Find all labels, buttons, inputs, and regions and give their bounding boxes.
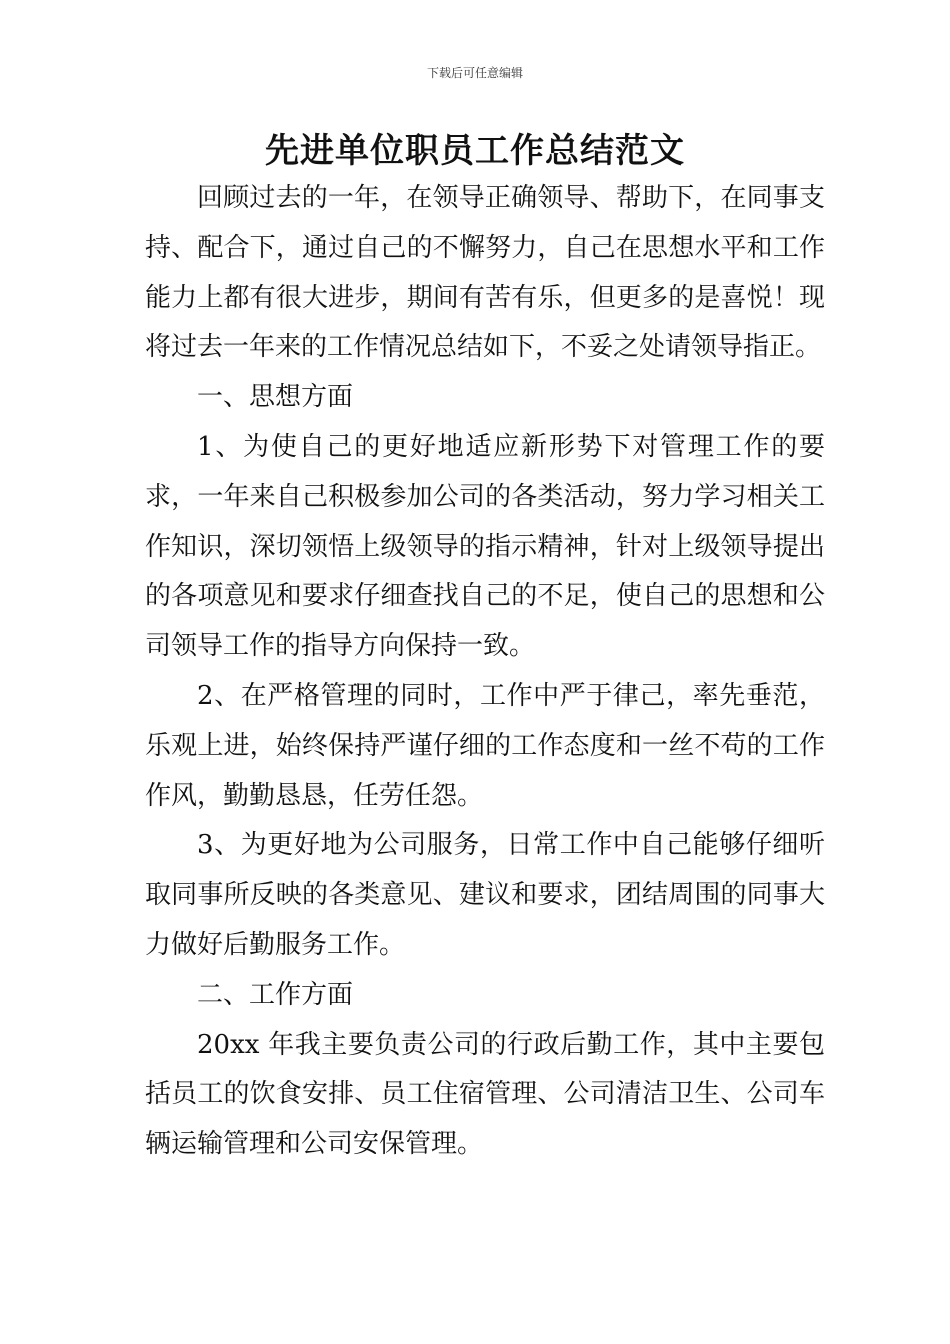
header-note: 下载后可任意编辑 <box>426 66 523 80</box>
section-heading-thought: 一、思想方面 <box>197 382 354 413</box>
section-heading-work: 二、工作方面 <box>197 979 354 1010</box>
intro-paragraph: 回顾过去的一年，在领导正确领导、帮助下，在同事支持、配合下，通过自己的不懈努力，自己在思想水平和工作能力上都有很大进步，期间有苦有乐，但更多的是喜悦！现将过去一年来的工作情况总结如下，不妥之处请领导指正。 <box>145 183 825 363</box>
document-body <box>145 174 825 1170</box>
paragraph-thought-1: 1、为使自己的更好地适应新形势下对管理工作的要求，一年来自己积极参加公司的各类活动，努力学习相关工作知识，深切领悟上级领导的指示精神，针对上级领导提出的各项意见和要求仔细查找自己的不足，使自己的思想和公司领导工作的指导方向保持一致。 <box>145 431 825 662</box>
paragraph-thought-3: 3、为更好地为公司服务，日常工作中自己能够仔细听取同事所反映的各类意见、建议和要求，团结周围的同事大力做好后勤服务工作。 <box>145 830 825 960</box>
document-title: 先进单位职员工作总结范文 <box>265 131 685 171</box>
paragraph-thought-2: 2、在严格管理的同时，工作中严于律己，率先垂范，乐观上进，始终保持严谨仔细的工作态度和一丝不苟的工作作风，勤勤恳恳，任劳任怨。 <box>145 680 825 811</box>
paragraph-work-1: 20xx 年我主要负责公司的行政后勤工作，其中主要包括员工的饮食安排、员工住宿管理、公司清洁卫生、公司车辆运输管理和公司安保管理。 <box>145 1029 825 1160</box>
